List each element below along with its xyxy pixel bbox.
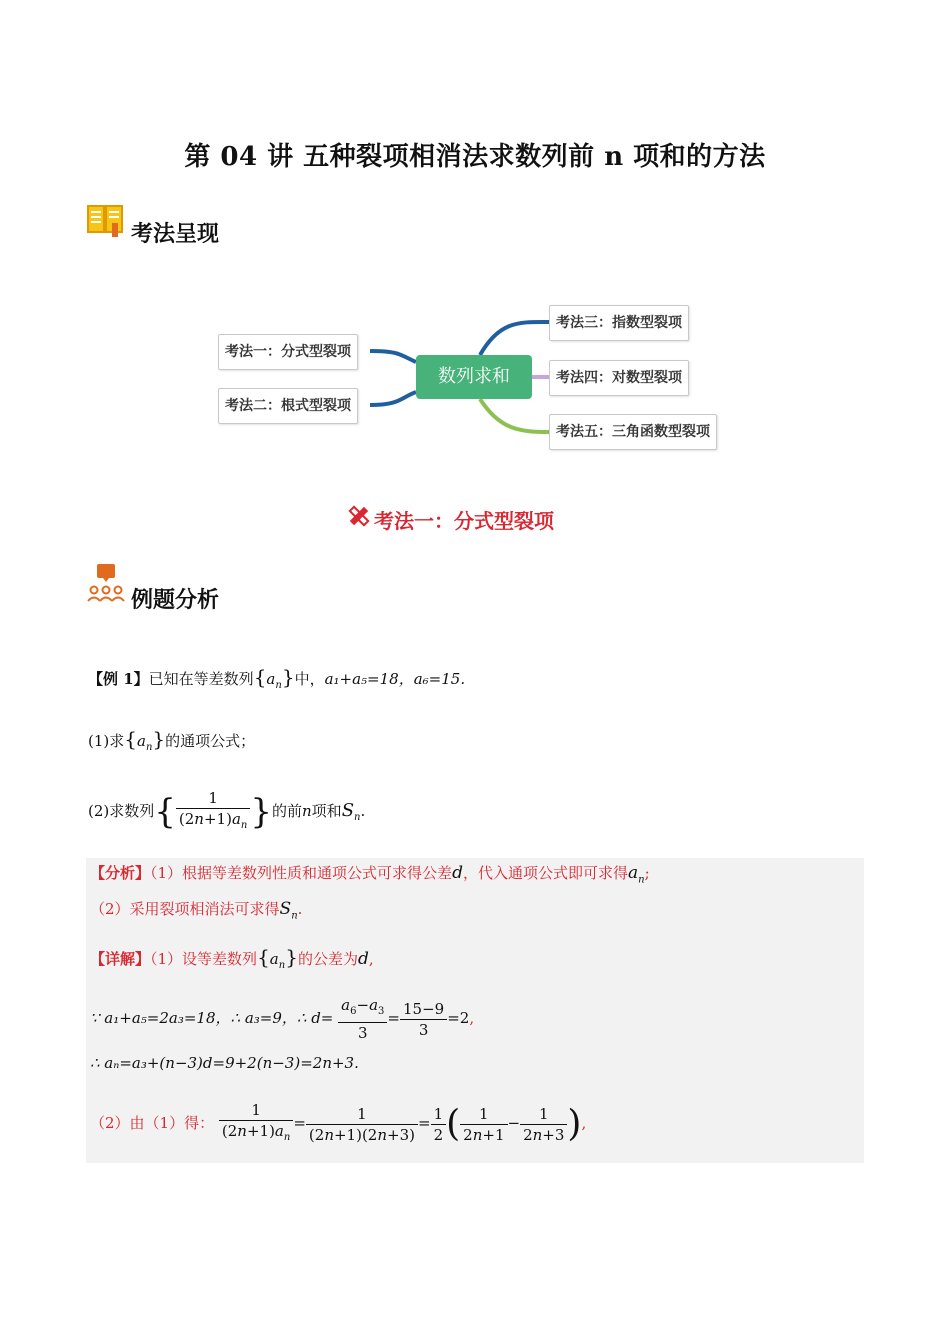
analysis-line-1: 【分析】（1）根据等差数列性质和通项公式可求得公差d，代入通项公式即可求得$a_n$;	[90, 863, 650, 886]
detail-text-1b: 的公差为	[297, 950, 358, 968]
q2-end: .	[360, 802, 366, 820]
example-stem-text2: 中，	[294, 670, 325, 688]
analysis-text-2: （2）采用裂项相消法可求得	[90, 900, 280, 918]
detail-label: 【详解】	[90, 950, 151, 968]
detail-text-1: （1）设等差数列	[150, 950, 258, 968]
analysis-label: 【分析】	[90, 864, 151, 882]
connector-method1	[370, 351, 416, 362]
connector-method3	[480, 322, 550, 355]
mindmap-center: 数列求和	[416, 355, 532, 399]
detail-line-3: ∴ aₙ=a₃+(n−3)d=9+2(n−3)=2n+3.	[90, 1054, 359, 1072]
q2-sub: n	[354, 812, 361, 823]
method1-heading: 考法一：分式型裂项	[374, 509, 554, 533]
mindmap-node-method3: 考法三：指数型裂项	[549, 305, 689, 341]
q2-n: n	[302, 802, 312, 820]
analysis-text-1: （1）根据等差数列性质和通项公式可求得公差	[150, 864, 453, 882]
section-heading-methods: 考法呈现	[131, 222, 220, 247]
example-stem-text: 已知在等差数列	[148, 670, 254, 688]
page-title: 第 04 讲 五种裂项相消法求数列前 n 项和的方法	[184, 142, 766, 172]
mindmap-node-method4: 考法四：对数型裂项	[549, 360, 689, 396]
example-label: 【例 1】	[88, 670, 149, 688]
q2-prefix: (2)求数列	[88, 802, 155, 820]
mindmap-connectors	[0, 0, 950, 480]
section-heading-examples: 例题分析	[131, 588, 220, 613]
q1-prefix: (1)求	[88, 732, 125, 750]
example-stem: 【例 1】已知在等差数列$\{a_n\}$中，a₁+a₅=18，a₆=15.	[88, 665, 466, 691]
analysis-text-1b: ，代入通项公式即可求得	[462, 864, 628, 882]
example-cond2: a₆=15.	[413, 670, 466, 688]
detail-line-4: （2）由（1）得： $\frac{1}{(2n+1)a_n}$ = $\frac{1}{(2n+1)(2n+3)}$ = $\frac{1}{2}$ ( $\frac{1}{2n+1}$ − $\frac{1}{2n+3}$ ),	[90, 1101, 587, 1145]
detail-line-1: 【详解】（1）设等差数列$\{a_n\}$的公差为d,	[90, 945, 374, 971]
question-1: (1)求$\{a_n\}$的通项公式；	[88, 727, 256, 753]
analysis-line-2: （2）采用裂项相消法可求得$S_n$.	[90, 899, 303, 922]
example-cond1: a₁+a₅=18，	[324, 670, 414, 688]
pencil-ruler-icon	[346, 503, 372, 529]
q2-suffix: 的前	[271, 802, 302, 820]
detail-line-2-text: ∵ a₁+a₅=2a₃=18，∴ a₃=9，∴ d=	[90, 1009, 334, 1027]
detail-line-2: ∵ a₁+a₅=2a₃=18，∴ a₃=9，∴ d= $\frac{a_6-a_3}{3}$ = $\frac{15-9}{3}$ =2,	[90, 996, 475, 1042]
question-2: (2)求数列{ $\frac{1}{(2n+1)a_n}$ }的前n项和$S_n$.	[88, 788, 365, 836]
q1-suffix: 的通项公式；	[165, 732, 256, 750]
mindmap-node-method1: 考法一：分式型裂项	[218, 334, 358, 370]
people-icon	[86, 564, 126, 604]
detail-line-4-prefix: （2）由（1）得：	[90, 1114, 215, 1132]
q2-fraction: $\frac{1}{(2n+1)a_n}$	[176, 788, 250, 836]
connector-method2	[370, 392, 416, 405]
q2-S: S	[341, 800, 355, 821]
q2-tail: 项和	[311, 802, 342, 820]
mindmap-node-method5: 考法五：三角函数型裂项	[549, 414, 717, 450]
connector-method5	[480, 399, 550, 432]
mindmap-node-method2: 考法二：根式型裂项	[218, 388, 358, 424]
